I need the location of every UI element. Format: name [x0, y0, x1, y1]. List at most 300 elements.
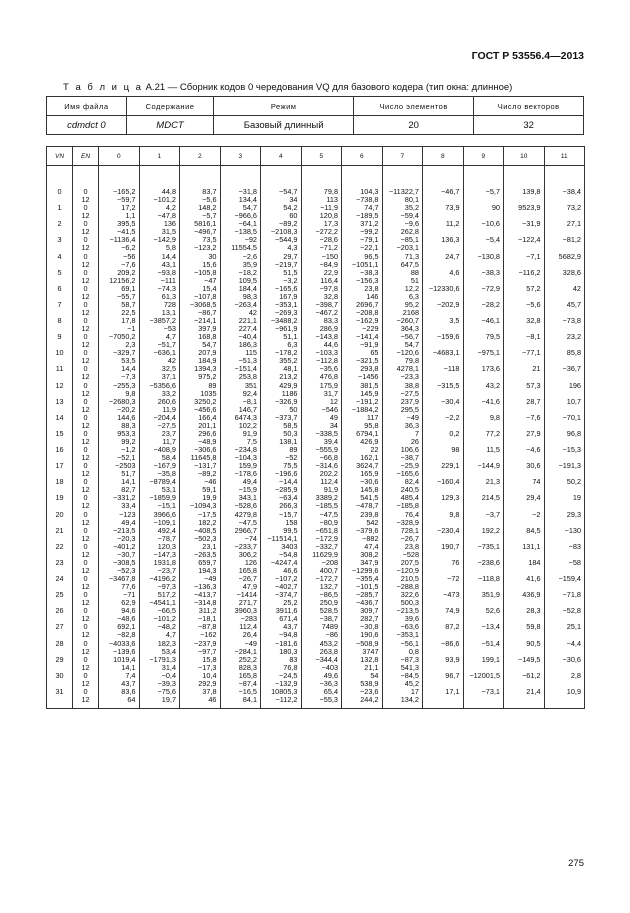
en-value: 0 [83, 316, 88, 325]
cell-value: −12330,6 [428, 283, 460, 293]
cell-value: −5,6 [526, 299, 541, 309]
cell-value: −97,7 [198, 646, 217, 656]
cell-value: −49 [204, 574, 217, 583]
cell-value: 23,7 [161, 428, 176, 438]
cell-value: 54,7 [404, 340, 419, 350]
cell-value: 46 [208, 694, 217, 704]
cell-value: 14,1 [121, 477, 136, 487]
cell-value: 355,2 [279, 356, 298, 366]
cell-value: −36,3 [319, 678, 338, 688]
en-value: 12 [81, 582, 90, 592]
cell-value: −1859,9 [149, 493, 176, 503]
cell-value: −3467,8 [108, 574, 136, 583]
cell-value: 3389,2 [315, 493, 338, 503]
cell-value: 1,1 [125, 211, 136, 221]
cell-value: 93,9 [445, 654, 460, 664]
cell-value: −72,9 [481, 283, 500, 293]
cell-value: −26,7 [238, 574, 257, 583]
vn-value: 5 [57, 267, 62, 277]
cell-value: −237,9 [193, 638, 217, 648]
column-header: 7 [382, 147, 423, 166]
cell-value: 1019,4 [113, 654, 136, 664]
cell-value: 41,6 [526, 574, 541, 583]
cell-value: 146 [366, 291, 379, 301]
vn-column [47, 166, 73, 709]
cell-value: 54,7 [242, 203, 257, 213]
cell-value: 671,4 [279, 614, 298, 624]
cell-value: −467,2 [315, 307, 338, 317]
cell-value: 293,8 [360, 364, 379, 374]
cell-value: 4,3 [287, 243, 298, 253]
cell-value: 77,2 [485, 428, 500, 438]
cell-value: −185,5 [315, 501, 338, 511]
cell-value: 453,2 [319, 638, 338, 648]
cell-value: 975,2 [198, 372, 217, 382]
cell-value: 541,5 [360, 493, 379, 503]
cell-value: 3747 [362, 646, 379, 656]
cell-value: −544,9 [274, 235, 298, 245]
cell-value: −54,8 [279, 549, 298, 559]
cell-value: 116,4 [320, 275, 338, 285]
cell-value: −70,1 [562, 412, 581, 422]
info-header-row [47, 97, 584, 116]
cell-value: 22,9 [323, 267, 338, 277]
cell-value: 207,9 [198, 348, 217, 358]
cell-value: 15,6 [202, 259, 217, 269]
cell-value: −306,6 [193, 445, 217, 454]
cell-value: −92 [244, 235, 257, 245]
cell-value: −136,3 [193, 582, 217, 592]
cell-value: −9,6 [404, 219, 419, 229]
en-value: 0 [83, 299, 88, 309]
cell-value: 347,9 [360, 557, 379, 567]
column-header: VN [47, 147, 73, 166]
cell-value: 3911,6 [275, 606, 298, 616]
info-file-name: cdmdct 0 [47, 116, 127, 135]
cell-value: 89 [208, 380, 217, 390]
cell-value: −52,3 [117, 565, 136, 575]
cell-value: −59,4 [400, 211, 419, 221]
cell-value: −104,3 [234, 453, 257, 463]
cell-value: 953,3 [117, 428, 136, 438]
cell-value: 11,9 [162, 404, 176, 414]
vn-value: 29 [55, 654, 64, 664]
cell-value: −11514,1 [267, 533, 298, 543]
en-value: 12 [81, 211, 90, 221]
cell-value: −13,4 [481, 622, 500, 632]
cell-value: 25,1 [566, 622, 581, 632]
cell-value: −74 [244, 533, 257, 543]
cell-value: −73,1 [481, 686, 500, 696]
cell-value: 99,2 [121, 436, 136, 446]
cell-value: 3624,7 [356, 461, 379, 471]
cell-value: −91,9 [360, 340, 379, 350]
cell-value: −165,6 [396, 469, 419, 479]
cell-value: 51,7 [121, 469, 136, 479]
cell-value: −229 [362, 324, 379, 334]
cell-value: −353,1 [396, 630, 419, 640]
vn-value: 15 [55, 428, 64, 438]
cell-value: −132,9 [274, 678, 298, 688]
cell-value: −546 [321, 404, 338, 414]
cell-value: 21,1 [364, 662, 379, 672]
info-header-vectors: Число векторов [474, 97, 584, 116]
en-value: 0 [83, 219, 88, 229]
en-value: 0 [83, 445, 88, 454]
cell-value: −16,5 [238, 686, 257, 696]
cell-value: 292,9 [198, 678, 217, 688]
en-value: 0 [83, 493, 88, 503]
cell-value: 0,8 [408, 646, 419, 656]
info-header-mode: Режим [214, 97, 354, 116]
cell-value: 10805,3 [271, 686, 298, 696]
cell-value: −59,7 [117, 195, 136, 205]
cell-value: 11629,9 [312, 549, 338, 559]
cell-value: −263,4 [234, 299, 257, 309]
cell-value: 4,2 [165, 203, 176, 213]
cell-value: 728 [163, 299, 176, 309]
en-value: 0 [83, 670, 88, 680]
cell-value: −167,9 [153, 461, 176, 471]
en-value: 12 [81, 227, 90, 237]
cell-value: 23,8 [364, 283, 379, 293]
cell-value: 11,5 [486, 445, 500, 454]
cell-value: 266,3 [279, 501, 298, 511]
cell-value: 50,2 [566, 477, 581, 487]
cell-value: 19 [572, 493, 581, 503]
cell-value: −47 [204, 275, 217, 285]
cell-value: 51 [410, 275, 419, 285]
cell-value: 96,8 [566, 428, 581, 438]
cell-value: −1414 [236, 590, 257, 600]
cell-value: 29,7 [283, 251, 298, 261]
cell-value: −172,9 [315, 533, 338, 543]
cell-value: −3,2 [283, 275, 298, 285]
cell-value: −4683,1 [432, 348, 460, 358]
cell-value: −456,6 [193, 404, 217, 414]
value-column [99, 166, 140, 709]
cell-value: −87,3 [400, 654, 419, 664]
cell-value: −149,5 [517, 654, 541, 664]
en-value: 12 [81, 307, 90, 317]
cell-value: 19,9 [202, 493, 217, 503]
cell-value: 74,9 [445, 606, 460, 616]
cell-value: −56,1 [400, 638, 419, 648]
cell-value: −4033,6 [108, 638, 136, 648]
cell-value: 282,7 [360, 614, 379, 624]
cell-value: −219,7 [274, 259, 298, 269]
cell-value: 190,7 [441, 541, 460, 551]
cell-value: −123 [119, 509, 136, 519]
cell-value: 15,4 [202, 283, 217, 293]
value-column [220, 166, 261, 709]
cell-value: 476,8 [319, 372, 338, 382]
cell-value: 96,7 [445, 670, 460, 680]
cell-value: 343,1 [238, 493, 257, 503]
vn-value: 3 [57, 235, 62, 245]
cell-value: −116,2 [518, 267, 541, 277]
cell-value: −77,1 [522, 348, 541, 358]
cell-value: −7,3 [121, 372, 136, 382]
cell-value: −139,6 [112, 646, 136, 656]
cell-value: −31,8 [238, 187, 257, 196]
cell-value: 32,5 [161, 364, 176, 374]
cell-value: −79,1 [360, 235, 379, 245]
cell-value: 106,6 [400, 445, 419, 454]
info-vectors: 32 [474, 116, 584, 135]
cell-value: 429,9 [279, 380, 298, 390]
cell-value: 10,9 [566, 686, 581, 696]
cell-value: 309,7 [360, 606, 379, 616]
cell-value: −191,2 [355, 396, 379, 406]
cell-value: 84,1 [242, 694, 257, 704]
cell-value: 426,9 [360, 436, 379, 446]
cell-value: −315,5 [436, 380, 460, 390]
cell-value [504, 696, 541, 704]
vn-value: 0 [57, 187, 62, 196]
vn-value: 11 [55, 364, 64, 374]
cell-value: −3488,2 [270, 316, 298, 325]
cell-value: 237,9 [400, 396, 419, 406]
cell-value: 98,3 [242, 291, 257, 301]
cell-value: 104,3 [360, 187, 379, 196]
cell-value: 239,8 [360, 509, 379, 519]
cell-value: 5,8 [165, 243, 176, 253]
cell-value: −105,8 [193, 267, 217, 277]
cell-value: −46 [204, 477, 217, 487]
column-header: 4 [261, 147, 302, 166]
cell-value: 296,6 [198, 428, 217, 438]
cell-value: 88,3 [121, 420, 136, 430]
cell-value: −2 [532, 509, 541, 519]
cell-value: 167,9 [279, 291, 298, 301]
vn-value: 26 [55, 606, 64, 616]
column-header: 5 [301, 147, 342, 166]
cell-value: −73,8 [562, 316, 581, 325]
cell-value: 39,6 [404, 614, 419, 624]
cell-value: −63,4 [279, 493, 298, 503]
cell-value: −975,1 [477, 348, 500, 358]
cell-value: 11,2 [445, 219, 460, 229]
cell-value: −53 [163, 324, 176, 334]
value-column [544, 166, 585, 709]
cell-value: −189,5 [355, 211, 379, 221]
cell-value: −52,8 [562, 606, 581, 616]
cell-value: 24,7 [445, 251, 460, 261]
column-header: 6 [342, 147, 383, 166]
cell-value: 159,9 [238, 461, 257, 471]
cell-value: 23,8 [404, 541, 419, 551]
cell-value: −181,6 [274, 638, 298, 648]
cell-value: −141,4 [355, 332, 379, 342]
cell-value: 83,6 [121, 686, 136, 696]
cell-value: 146,7 [238, 404, 257, 414]
vn-value: 2 [57, 219, 62, 229]
cell-value: 10,4 [202, 670, 217, 680]
cell-value: −122,4 [517, 235, 541, 245]
en-value: 0 [83, 267, 88, 277]
cell-value: 44,6 [323, 340, 338, 350]
cell-value: 136,3 [441, 235, 460, 245]
cell-value: −5,7 [485, 187, 500, 196]
cell-value: 28,7 [526, 396, 541, 406]
cell-value: −87,4 [238, 678, 257, 688]
cell-value: 2966,7 [234, 525, 257, 535]
cell-value: 73,5 [202, 235, 217, 245]
cell-value: 199,1 [481, 654, 500, 664]
cell-value: −101,5 [355, 582, 379, 592]
cell-value: 47,4 [364, 541, 379, 551]
value-column [382, 166, 423, 709]
cell-value: 165,8 [238, 670, 257, 680]
cell-value: 42 [248, 307, 257, 317]
cell-value: −86,5 [319, 590, 338, 600]
cell-value: −7,1 [526, 251, 541, 261]
cell-value: 113 [326, 195, 338, 205]
cell-value: 32,8 [526, 316, 541, 325]
cell-value: −6,2 [121, 243, 136, 253]
cell-value: 98 [451, 445, 460, 454]
cell-value: −314,8 [193, 598, 217, 608]
info-header-file: Имя файла [47, 97, 127, 116]
cell-value: 308,2 [360, 549, 379, 559]
cell-value: −36,7 [562, 364, 581, 374]
cell-value: −285,7 [355, 590, 379, 600]
cell-value: 31,7 [323, 388, 338, 398]
cell-value: −5,6 [202, 195, 217, 205]
cell-value: −436,7 [355, 598, 379, 608]
cell-value: 62,9 [121, 598, 136, 608]
vn-value: 16 [55, 445, 64, 454]
cell-value: 43,7 [121, 678, 136, 688]
en-value: 12 [81, 614, 90, 624]
cell-value: 134,4 [238, 195, 257, 205]
cell-value: −2503 [115, 461, 136, 471]
cell-value: 65 [370, 348, 379, 358]
cell-value: 44,8 [161, 187, 176, 196]
en-value: 0 [83, 477, 88, 487]
cell-value: −408,5 [193, 525, 217, 535]
column-header: 10 [504, 147, 545, 166]
info-value-row [47, 116, 584, 135]
cell-value: 6,3 [287, 340, 298, 350]
cell-value: −49 [406, 412, 419, 422]
info-header-elements: Число элементов [353, 97, 473, 116]
cell-value: 250,9 [319, 598, 338, 608]
cell-value: 3250,2 [194, 396, 217, 406]
cell-value: −49 [244, 638, 257, 648]
cell-value: 60 [289, 211, 298, 221]
cell-value: 400,7 [319, 565, 338, 575]
cell-value: 96,5 [364, 251, 379, 261]
cell-value: −131,7 [193, 461, 217, 471]
cell-value: 322,6 [400, 590, 419, 600]
en-value: 0 [83, 203, 88, 213]
cell-value: 91,9 [242, 428, 257, 438]
cell-value: 64 [127, 694, 136, 704]
cell-value: 19,7 [161, 694, 176, 704]
cell-value: 436,9 [522, 590, 541, 600]
cell-value: −72 [447, 574, 460, 583]
cell-value: −138,5 [234, 227, 257, 237]
cell-value: −38,3 [481, 267, 500, 277]
cell-value: 295,5 [400, 404, 419, 414]
cell-value: −51,7 [157, 340, 176, 350]
en-value: 0 [83, 412, 88, 422]
cell-value: −283 [240, 614, 257, 624]
codebook-header-row [47, 147, 585, 166]
value-column [301, 166, 342, 709]
cell-value: −56,7 [400, 332, 419, 342]
cell-value: 99,5 [283, 525, 298, 535]
cell-value: −86 [325, 630, 338, 640]
cell-value: 4,7 [165, 630, 176, 640]
cell-value: 46,6 [283, 565, 298, 575]
cell-value: −84,9 [319, 259, 338, 269]
cell-value: −120,6 [396, 348, 419, 358]
cell-value: −208,8 [355, 307, 379, 317]
cell-value: −118,8 [478, 574, 500, 583]
cell-value: 168,8 [198, 332, 217, 342]
cell-value: −214,1 [193, 316, 217, 325]
cell-value: 286,9 [319, 324, 338, 334]
cell-value: −260,7 [396, 316, 419, 325]
en-value: 0 [83, 525, 88, 535]
cell-value: 1035 [200, 388, 217, 398]
cell-value: 12 [329, 396, 338, 406]
cell-value: 31,4 [161, 662, 176, 672]
cell-value: −285,9 [274, 485, 298, 495]
vn-value: 31 [55, 686, 64, 696]
cell-value: −204,4 [153, 412, 176, 422]
cell-value: −196,6 [274, 469, 298, 479]
cell-value: 54,2 [283, 203, 298, 213]
cell-value: 37,8 [202, 686, 217, 696]
cell-value: 364,3 [400, 324, 419, 334]
cell-value: 262,8 [400, 227, 419, 237]
cell-value: 210,5 [400, 574, 419, 583]
cell-value: −10,6 [481, 219, 500, 229]
cell-value: 49,4 [121, 517, 136, 527]
cell-value: 6,3 [408, 291, 419, 301]
cell-value: 542 [366, 517, 379, 527]
cell-value: −52 [285, 453, 298, 463]
cell-value: 26 [410, 436, 419, 446]
cell-value: −478,7 [355, 501, 379, 511]
cell-value: 517,2 [157, 590, 176, 600]
vn-value: 28 [55, 638, 64, 648]
cell-value: 2,8 [570, 670, 581, 680]
vn-value: 1 [57, 203, 62, 213]
en-value: 0 [83, 396, 88, 406]
cell-value: −508,9 [355, 638, 379, 648]
cell-value: −86,7 [198, 307, 217, 317]
cell-value: 7489 [321, 622, 338, 632]
cell-value: −230,4 [436, 525, 460, 535]
cell-value: −8,1 [526, 332, 541, 342]
cell-value: −202,9 [436, 299, 460, 309]
cell-value: −159,6 [436, 332, 460, 342]
cell-value: −14,4 [279, 477, 298, 487]
cell-value: −2680,3 [108, 396, 136, 406]
cell-value: 49,4 [242, 477, 257, 487]
cell-value: 4,6 [449, 267, 460, 277]
en-value: 12 [81, 291, 90, 301]
cell-value: 50,3 [283, 428, 298, 438]
cell-value: −111 [160, 275, 176, 285]
cell-value: 95,8 [364, 420, 379, 430]
cell-value: 54,7 [202, 340, 217, 350]
